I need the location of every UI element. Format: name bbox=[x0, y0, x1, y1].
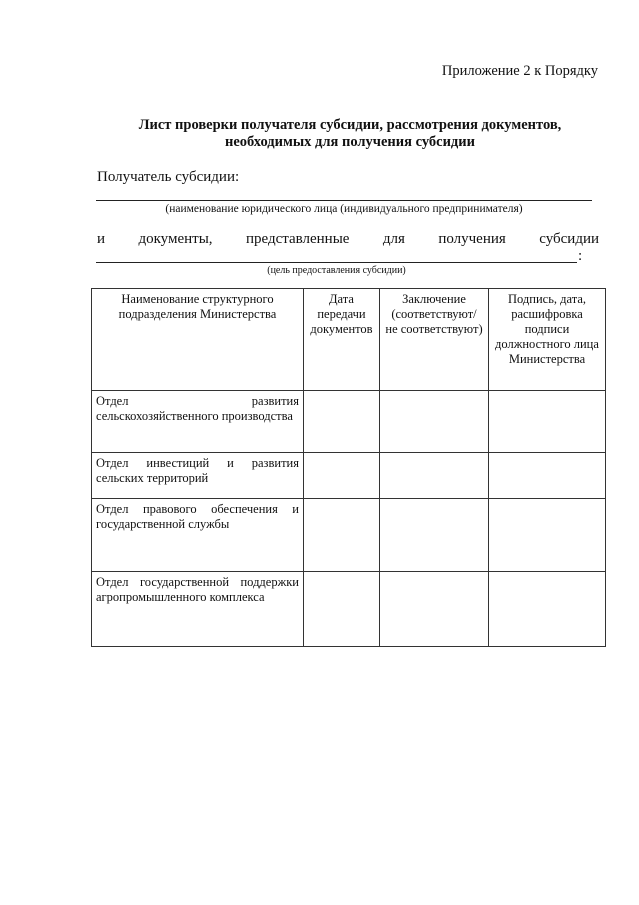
documents-word: документы, bbox=[138, 231, 213, 247]
purpose-fill-line bbox=[96, 262, 577, 263]
table-row bbox=[92, 453, 606, 499]
documents-word: субсидии bbox=[539, 231, 599, 247]
signature-cell[interactable] bbox=[489, 453, 606, 499]
conclusion-cell[interactable] bbox=[380, 391, 489, 453]
purpose-colon: : bbox=[578, 248, 583, 264]
documents-word: для bbox=[382, 231, 405, 247]
table-row bbox=[92, 572, 606, 647]
conclusion-cell[interactable] bbox=[380, 572, 489, 647]
document-title bbox=[90, 117, 610, 151]
documents-line bbox=[97, 231, 599, 248]
department-cell: Отдел развития сельскохозяйственного производства bbox=[92, 391, 304, 453]
title-line-1: Лист проверки получателя субсидии, рассмотрения документов, bbox=[138, 117, 562, 133]
signature-cell[interactable] bbox=[489, 499, 606, 572]
header-department: Наименование структурного подразделения Министерства bbox=[92, 289, 304, 391]
department-cell: Отдел инвестиций и развития сельских территорий bbox=[92, 453, 304, 499]
signature-cell[interactable] bbox=[489, 391, 606, 453]
header-signature: Подпись, дата, расшифровка подписи должностного лица Министерства bbox=[489, 289, 606, 391]
documents-word: представленные bbox=[245, 231, 350, 247]
purpose-hint: (цель предоставления субсидии) bbox=[267, 265, 406, 276]
recipient-fill-line bbox=[96, 200, 592, 201]
department-cell: Отдел правового обеспечения и государственной службы bbox=[92, 499, 304, 572]
documents-word: получения bbox=[438, 231, 506, 247]
signature-cell[interactable] bbox=[489, 572, 606, 647]
table-header-row bbox=[92, 289, 606, 391]
documents-word: и bbox=[97, 231, 106, 247]
conclusion-cell[interactable] bbox=[380, 499, 489, 572]
recipient-hint: (наименование юридического лица (индивидуального предпринимателя) bbox=[165, 203, 523, 215]
conclusion-cell[interactable] bbox=[380, 453, 489, 499]
date-cell[interactable] bbox=[304, 391, 380, 453]
header-conclusion: Заключение (соответствуют/ не соответствуют) bbox=[380, 289, 489, 391]
check-table bbox=[91, 288, 606, 647]
date-cell[interactable] bbox=[304, 499, 380, 572]
annex-label: Приложение 2 к Порядку bbox=[441, 63, 598, 79]
department-cell: Отдел государственной поддержки агропромышленного комплекса bbox=[92, 572, 304, 647]
title-line-2: необходимых для получения субсидии bbox=[225, 134, 475, 150]
header-transfer-date: Дата передачи документов bbox=[304, 289, 380, 391]
date-cell[interactable] bbox=[304, 453, 380, 499]
table-row bbox=[92, 391, 606, 453]
date-cell[interactable] bbox=[304, 572, 380, 647]
recipient-label: Получатель субсидии: bbox=[97, 169, 240, 185]
table-row bbox=[92, 499, 606, 572]
